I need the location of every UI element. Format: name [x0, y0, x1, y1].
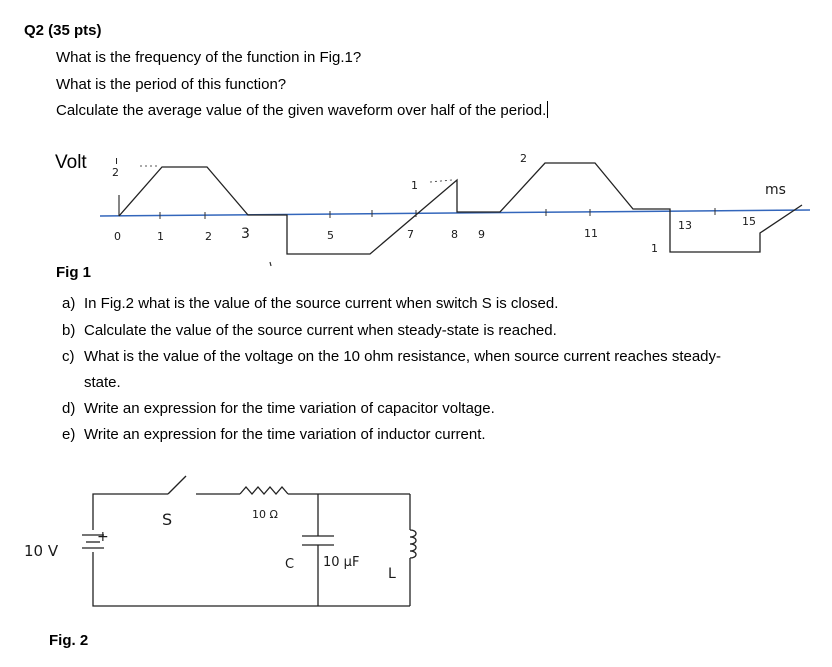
- tick-label: 7: [407, 228, 414, 241]
- tick-label: 1: [157, 230, 164, 243]
- part-b: b) Calculate the value of the source current when steady-state is reached.: [62, 322, 557, 339]
- volt-axis-label: Volt: [55, 152, 87, 173]
- resistor-label: 10 Ω: [252, 508, 278, 521]
- ms-axis-label: ms: [765, 182, 786, 198]
- switch-blade: [168, 476, 186, 494]
- question-line-period: What is the period of this function?: [56, 76, 287, 93]
- part-d: d) Write an expression for the time variation of capacitor voltage.: [62, 400, 495, 417]
- question-line-frequency: What is the frequency of the function in Fig.1?: [56, 49, 362, 66]
- capacitor-value: 10 μF: [323, 555, 360, 570]
- tick-label: 5: [327, 229, 334, 242]
- fig1-caption: Fig 1: [56, 264, 92, 281]
- part-c: c) What is the value of the voltage on the 10 ohm resistance, when source current reaches steady-: [62, 348, 722, 365]
- capacitor-letter: C: [285, 557, 295, 572]
- tick-label: 11: [584, 227, 598, 240]
- wire-bottom: [93, 552, 410, 606]
- part-c-continuation: state.: [84, 374, 121, 391]
- fig2-caption: Fig. 2: [49, 632, 89, 649]
- inductor-coil: [410, 530, 416, 558]
- tick-label: 3: [241, 226, 250, 242]
- question-line-average-text: Calculate the average value of the given waveform over half of the period.: [56, 102, 547, 119]
- question-header: Q2 (35 pts): [24, 22, 102, 39]
- level-label-top: 2: [112, 166, 119, 179]
- tick-label: 2: [205, 230, 212, 243]
- wire-top-left: [93, 494, 168, 530]
- inductor-label: L: [388, 566, 396, 582]
- source-voltage-label: 10 V: [24, 542, 59, 560]
- tick-label: 0: [114, 230, 121, 243]
- part-a: a) In Fig.2 what is the value of the source current when switch S is closed.: [62, 295, 559, 312]
- part-e: e) Write an expression for the time variation of inductor current.: [62, 426, 486, 443]
- tick-label: 15: [742, 215, 756, 228]
- tick-label: 9: [478, 228, 485, 241]
- level-label-bottom: 1: [651, 242, 658, 255]
- level-label-top-mark: ı: [115, 154, 119, 167]
- level-label-mid: 1: [411, 179, 418, 192]
- level-label-peak: 2: [520, 152, 527, 165]
- battery-plus-sign: +: [97, 529, 109, 545]
- resistor-zigzag: [240, 487, 288, 494]
- tick-label: 8: [451, 228, 458, 241]
- tick-label: 13: [678, 219, 692, 232]
- switch-label: S: [162, 510, 173, 529]
